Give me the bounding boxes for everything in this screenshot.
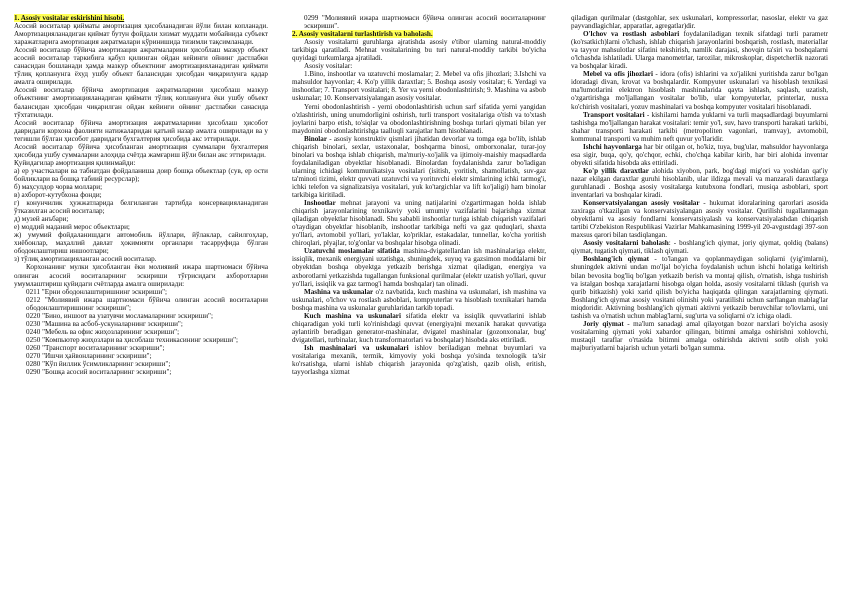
column-3 (571, 14, 828, 590)
term: Inshootlar (304, 199, 336, 208)
paragraph (292, 344, 546, 376)
list-item: ж) умумий фойдаланишдаги автомобиль йўллари, йўлаклар, сайилгоҳлар, хиёбонлар, маҳаллий давлат ҳокимияти органлари тасарруфида бўлган ободонлаштириш иншоотлари; (14, 231, 268, 256)
definition: - asosiy konstruktiv qismlari jihatidan devorlar va tomga ega bo'lib, ishlab chiqarish binolari, sexlar, ustaxonalar, boshqarma binosi, omborxonalar, turar-joy binolari va boshqa ishlab chiqarish, ma'muriy-xo'jalik va ijtimoiy-maishiy maqsadlarda foydalaniladigan obyektlar hisoblanadi. Binolardan foydalanishda zarur bo'ladigan ularning ichidagi kommunikatsiya vositalari (isitish, yoritish, shamollatish, suv-gaz ta'minoti tizimi, elektr quvvati uzatuvchi va yorituvchi elektr simlarining ichki tarmog'i, ichki telefon va signalizatsiya vositalari, yuk ko'targichlar va lift ko'jaligi) ham binolar tarkibiga kiritiladi. (292, 134, 546, 200)
paragraph (571, 199, 828, 239)
paragraph: Асосий воситалар қийматы амортизация ҳисобланадиган йўли билан копланади. Амортизацияланадиган қиймат бутун фойдали хизмат муддати мобайнида субъект харажатларига амортизация ажратмалари кўринишида тизимли тақсимланади. (14, 22, 268, 47)
paragraph (292, 312, 546, 344)
definition: sifatida elektr va issiqlik quvvatlarini ishlab chiqaradigan yoki turli ko'rinishdagi quvvat (energiya)ni mexanik harakat quvvatiga aylantirib beradigan generator-mashinalar, dvigatel mashinalar (gozonxonalar, bug' dvigatellari, turbinalar, kuch transformatorlari va boshqalar) hisobda aks ettiriladi. (292, 311, 546, 344)
term: Ish mashinalari va uskunalari (304, 343, 409, 352)
account-code: 0299 "Молиявий ижара шартномаси бўйича олинган асосий воситаларнинг эскириши". (304, 14, 546, 31)
definition: o'z navbatida, kuch mashina va uskunalari, ish mashina va uskunalari, o'lchov va rostlash asboblari, kompyuterlar va hisoblash texnikalari hamda boshqa mashina va uskunalar guruhlaridan tarkib topadi. (292, 287, 546, 312)
definition: mehnat jarayoni va uning natijalarini o'zgartirmagan holda ishlab chiqarish jarayonlarining texnikaviy yoki umumiy vazifalarini bajarishga xizmat qiladigan obyektlar hisoblanadi. Shu sababli inshootlar turiga ishlab chiqarish vazifalari o'taydigan obyektlar hisoblanib, inshootlar tarkibiga nefti va gaz quduqlari, shaxta yo'llari, avtomobil yo'llari, yo'laklar, ko'priklar, estakadalar, tunnellar, ko'cha yoritish chiroqlari, plyajlar, to'g'onlar va boshqalar hisobga olinadi. (292, 199, 546, 248)
list-item: б) маҳсулдор чорва моллари; (14, 182, 103, 191)
account-code: 0220 "Бино, иншоот ва узатувчи мосламаларнинг эскириши"; (26, 311, 213, 320)
paragraph (292, 247, 546, 287)
heading-number: 1. (14, 14, 20, 22)
account-code: 0212 "Молиявий ижара шартномаси бўйича олинган асосий воситаларни ободонлаштиришнинг эскириши"; (26, 295, 268, 312)
section-heading-1 (14, 14, 268, 22)
paragraph: 1.Bino, inshootlar va uzatuvchi moslamalar; 2. Mebel va ofis jihozlari; 3.Ishchi va mahsuldor hayvonlar; 4. Ko'p yillik daraxtlar; 5. Boshqa asosiy vositalar; 6. Yerdagi va inshootlar; 7. Transport vositalari; 8. Yer va yerni obodonlashtirish; 9. Mashina va asbob uskunalar; 10. Konservatsiyalangan asosiy vositalar. (292, 70, 546, 103)
paragraph: Асосий воситалар бўйича ҳисобланган амортизация суммалари бухгалтерия ҳисобида ушбу суммаларни алоҳида счётда жамғариш йўли билан акс эттирилади. (14, 142, 268, 159)
section-heading-2 (292, 30, 546, 38)
definition: mashina-dvigatellardan ish mashinalariga elektr, issiqlik, mexanik energiyani uzatishga, shuningdek, suyuq va gazsimon moddalarni bir obyektdan boshqa obyektga yetkazib berishga xizmat qiladigan, energiya va axborotlarni yetkazishda tugallangan funksional qurilmalar (elektr uzatish yo'llari, quvur yo'llari, issiqlik va gaz tarmog'i hamda boshqalar) tan olinadi. (292, 247, 546, 288)
term: Konservatsiyalangan asosiy vositalar (583, 199, 700, 208)
definition: - kishilarni hamda yuklarni va turli maqsadlardagi buyumlarni tashishga mo'ljallangan harakat vositalari: temir yo'l, suv, havo transporti harakati tarkibi, shahar transporti harakati tarkibi (metropoliten vagonlari, tramvay), avtomobil, kommunal transporti va muhim neft quvur yo'llaridir. (571, 110, 828, 143)
term: Binolar (304, 134, 328, 143)
term: Joriy qiymat (583, 319, 624, 328)
definition: foydalaniladigan texnik sifatdagi turli parametr (ko'rsatkich)larni o'lchash, ishlab chiqarish jarayonlarini boshqarish, rostlash, materiallar va tayyor mahsulotlar sifatini tekshirish, namlik darajasi, shovqin ta'siri va boshqalarni o'lchashda ishlatiladi. Ularga manometrlar, tarozilar, mikroskoplar, dispetcherlik nazorati va boshqalar kiradi. (571, 30, 828, 71)
column-2 (292, 14, 546, 590)
term: Mashina va uskunalar (304, 287, 374, 296)
account-code: 0270 "Ишчи ҳайвонларининг эскириши"; (26, 351, 152, 360)
paragraph: Asosiy vositalarni guruhlarga ajratishda asosiy e'tibor ularning natural-moddiy tarkibiga qaratiladi. Mehnat vositalarining bu turi natural-moddiy tarkibi bo'yicha quyidagi turkumlarga ajratiladi. (292, 38, 546, 63)
paragraph: Асосий воситалар бўйича амортизация ажратмаларини ҳисоблаш мазкур объект асосий воситалар таркибига қабул қилинган ойдан кейинги ойнинг дастлабки санасидан бошланади ҳамда мазкур объектнинг амортизацияланадиган қиймати тўлиқ қопланунга ёхуд ушбу объект балансидан ҳисобдан чиқарилунга қадар амалга оширилади. (14, 46, 268, 87)
account-code: 0260 "Транспорт воситаларининг эскириши"; (26, 343, 165, 352)
term: Boshlang'ich qiymat (583, 255, 650, 264)
term: O'lchov va rostlash asboblari (583, 30, 680, 39)
term: Ishchi hayvonlarga (583, 142, 642, 151)
term: Uzatuvchi moslamalar sifatida (304, 247, 400, 256)
term: Ko'p yillik daraxtlar (583, 166, 649, 175)
list-item: г) конунчилик ҳужжатларида белгиланган тартибда консервацияланадиган ўтказилган асосий воситалар; (14, 199, 268, 216)
definition: ishlov beriladigan mehnat buyumlari va vositalariga mexanik, termik, kimyoviy yoki boshqa yo'sinda texnologik ta'sir ko'rsatishga, ularni ishlab chiqarish jarayonida qo'zg'atish, qazib olish, eritish, tayyorlashga xizmat (292, 343, 546, 377)
paragraph: Yerni obodonlashtirish - yerni obodonlashtirish uchun sarf sifatida yerni yangidan o'zlashtirish, uning unumdorligini oshirish, turli transport vositalariga o'tish va to'xtash joylarini barpo etish, to'siqlar va obodonlashtirishning boshqa turlari qiymati bilan yer maydonini obodonlashtirishga taalluqli xarajatlar ham hisoblanadi. (292, 102, 546, 135)
account-code: 0230 "Машина ва асбоб-ускуналарнинг эскириши"; (26, 319, 183, 328)
heading-title: Asosiy vositalarni turlashtirish va baholash. (298, 30, 433, 39)
account-code: 0280 "Кўп йиллик ўсимликларнинг эскириши"; (26, 360, 171, 369)
term: Asosiy vositalarni baholash (583, 239, 669, 248)
account-code: 0240 "Мебель ва офис жиҳозларининг эскириши"; (26, 327, 180, 336)
paragraph: Қуйидагилар амортизация қилинмайди: (14, 158, 136, 167)
paragraph (292, 199, 546, 247)
account-code: 0211 "Ерни ободонлаштиришнинг эскириши"; (26, 287, 168, 296)
paragraph (571, 70, 828, 110)
paragraph (292, 288, 546, 312)
paragraph: qiladigan qurilmalar (dastgohlar, sex uskunalari, kompressorlar, nasoslar, elektr va gaz payvandlagichlar, apparatlar, agregatlar)dir. (571, 14, 828, 31)
paragraph (571, 111, 828, 143)
definition: - hukumat idoralarining qarorlari asosida zaxiraga o'tkazilgan va konservatsiyalangan asosiy vositalar. Qurilishi tugallanmagan obyektlarni va asosiy fondlarni konservatsiyalash va konservatsiyalashdan chiqarish tartibi O'zbekiston Respublikasi Vazirlar Mahkamasining 1999-yil 20-avgustdagi 397-son maxsus qarori bilan tasdiqlangan. (571, 199, 828, 240)
paragraph (571, 167, 828, 199)
list-item: а) ер участкалари ва табиатдан фойдаланиша доир бошқа объектлар (сув, ер ости бойликлари ва бошқа табиий ресурслар); (14, 166, 268, 183)
account-code: 0250 "Компьютер жиҳозлари ва ҳисоблаш техникасининг эскириши"; (26, 335, 239, 344)
paragraph (571, 30, 828, 70)
paragraph (571, 239, 828, 255)
definition: har bir otilgan ot, ho'kiz, tuya, bug'ular, mahsuldor hayvonlarga esa sigir, buqa, qo'y, qo'chqor, echki, cho'chqa kabilar kirib, har biri alohida inventar obyekti sifatida hisobda aks ettiriladi. (571, 142, 828, 167)
paragraph (571, 320, 828, 352)
paragraph (571, 255, 828, 319)
term: Kuch mashina va uskunalari (304, 311, 401, 320)
definition: : - boshlang'ich qiymat, joriy qiymat, qoldiq (balans) qiymat, tugatish qiymati, tiklash qiymati. (571, 239, 828, 256)
list-item: е) моддий маданий мерос объектлари; (14, 223, 130, 232)
term: Mebel va ofis jihozlari (583, 70, 653, 79)
definition: - idora (ofis) ishlarini va xo'jalikni yuritishda zarur bo'lgan idoradagi divan, krovat va boshqalardir. Kompyuter uskunalari va hisoblash texnikasi ma'lumotlarini elektron hisoblash mashinalarida qayta ishlash, saqlash, uzatish, o'zgartirishga mo'ljallangan vositalar bo'lib, ular kompyuterlar, printerlar, nusxa ko'chirish vositalari, yozuv mashinalari va boshqa kompyuter vositalari hisoblanadi. (571, 70, 828, 111)
list-item: з) тўлиқ амортизацияланган асосий воситалар. (14, 255, 157, 264)
paragraph: Корхонанинг мулки ҳисобланган ёки молиявий ижара шартномаси бўйича олинган асосий воситаларнинг эскириши тўғрисидаги ахборотларни умумлаштириш қуйидаги счётларда амалга оширилади: (14, 263, 268, 288)
paragraph: Асосий воситалар бўйича амортизация ажратмаларини ҳисоблаш мазкур объектнинг амортизацияланадиган қиймати тўлиқ копланунга ёки ушбу объект балансидан ҳисобдан чиқарилган ойдан кейинги ойнинг дастлабки санасида тўхтатилади. (14, 86, 268, 119)
column-1 (14, 14, 268, 590)
heading-title: Asosiy vositalar eskirishini hisobi. (20, 14, 125, 22)
paragraph (292, 135, 546, 199)
paragraph: Асосий воситалар бўйича амортизация ажратмаларини ҳисоблаш ҳисобот давридаги корхона фаолияти натижаларидан қатъий назар амалга оширилади ва у тегишли бўлган ҳисобот давридаги бухгалтерия ҳисобида акс эттирилади. (14, 118, 268, 143)
definition: - to'langan va qoplanmaydigan soliqlarni (yig'imlarni), shuningdek aktivni undan mo'ljal bo'yicha foydalanish uchun ishchi holatiga keltirish bilan bevosita bog'liq bo'lgan yetkazib berish va montaj qilish, o'rnatish, ishga tushirish va istalgan boshqa xarajatlarni hisobga olgan holda, asosiy vositalarni tiklash (qurish va qurib bitkazish) yoki xarid qilish bo'yicha haqiqatda qilingan xarajatlarning qiymati. Boshlang'ich qiymat asosiy vositani olinishi yoki yaratilishi uchun sarflangan mablag'lar miqdoridir. Aktivning boshlang'ich qiymati aktivni yetkazib beruvchilar to'lovlarni, uni tashish va o'rnatish uchun mablag'larni, sug'urta va soliqlarni o'z ichiga oladi. (571, 255, 828, 320)
list-item: д) музей анъбари; (14, 215, 69, 224)
heading-number: 2. (292, 30, 298, 39)
list-item: в) ахборот-кутубхона фонди; (14, 191, 102, 200)
term: Transport vositalari (583, 110, 645, 119)
definition: alohida xiyobon, park, bog'dagi mig'ori va yoshidan qat'iy nazar ekilgan daraxtlar guruhi hisoblanib, ular ildizga mevali va manzarali daraxtlarga guruhlanadi . Boshqa asosiy vositalarga kutubxona fondlari, musiqa asboblari, sport inventarlari va boshqalar kiradi. (571, 166, 828, 200)
paragraph: Asosiy vositalar: (304, 62, 353, 71)
paragraph (571, 143, 828, 167)
definition: - ma'lum sanadagi amal qilayotgan bozor narxlari bo'yicha asosiy vositalarning qiymati yoki xabardor qilingan, bitimni amalga oshirishni xohlovchi, mustaqil taraflar o'rtasida bitimni amalga oshirishda aktivni sotib olish yoki majburiyatlarni bajarish uchun yetarli bo'lgan summa. (571, 319, 828, 352)
account-code: 0290 "Бошқа асосий воситаларнинг эскириши"; (26, 368, 172, 377)
